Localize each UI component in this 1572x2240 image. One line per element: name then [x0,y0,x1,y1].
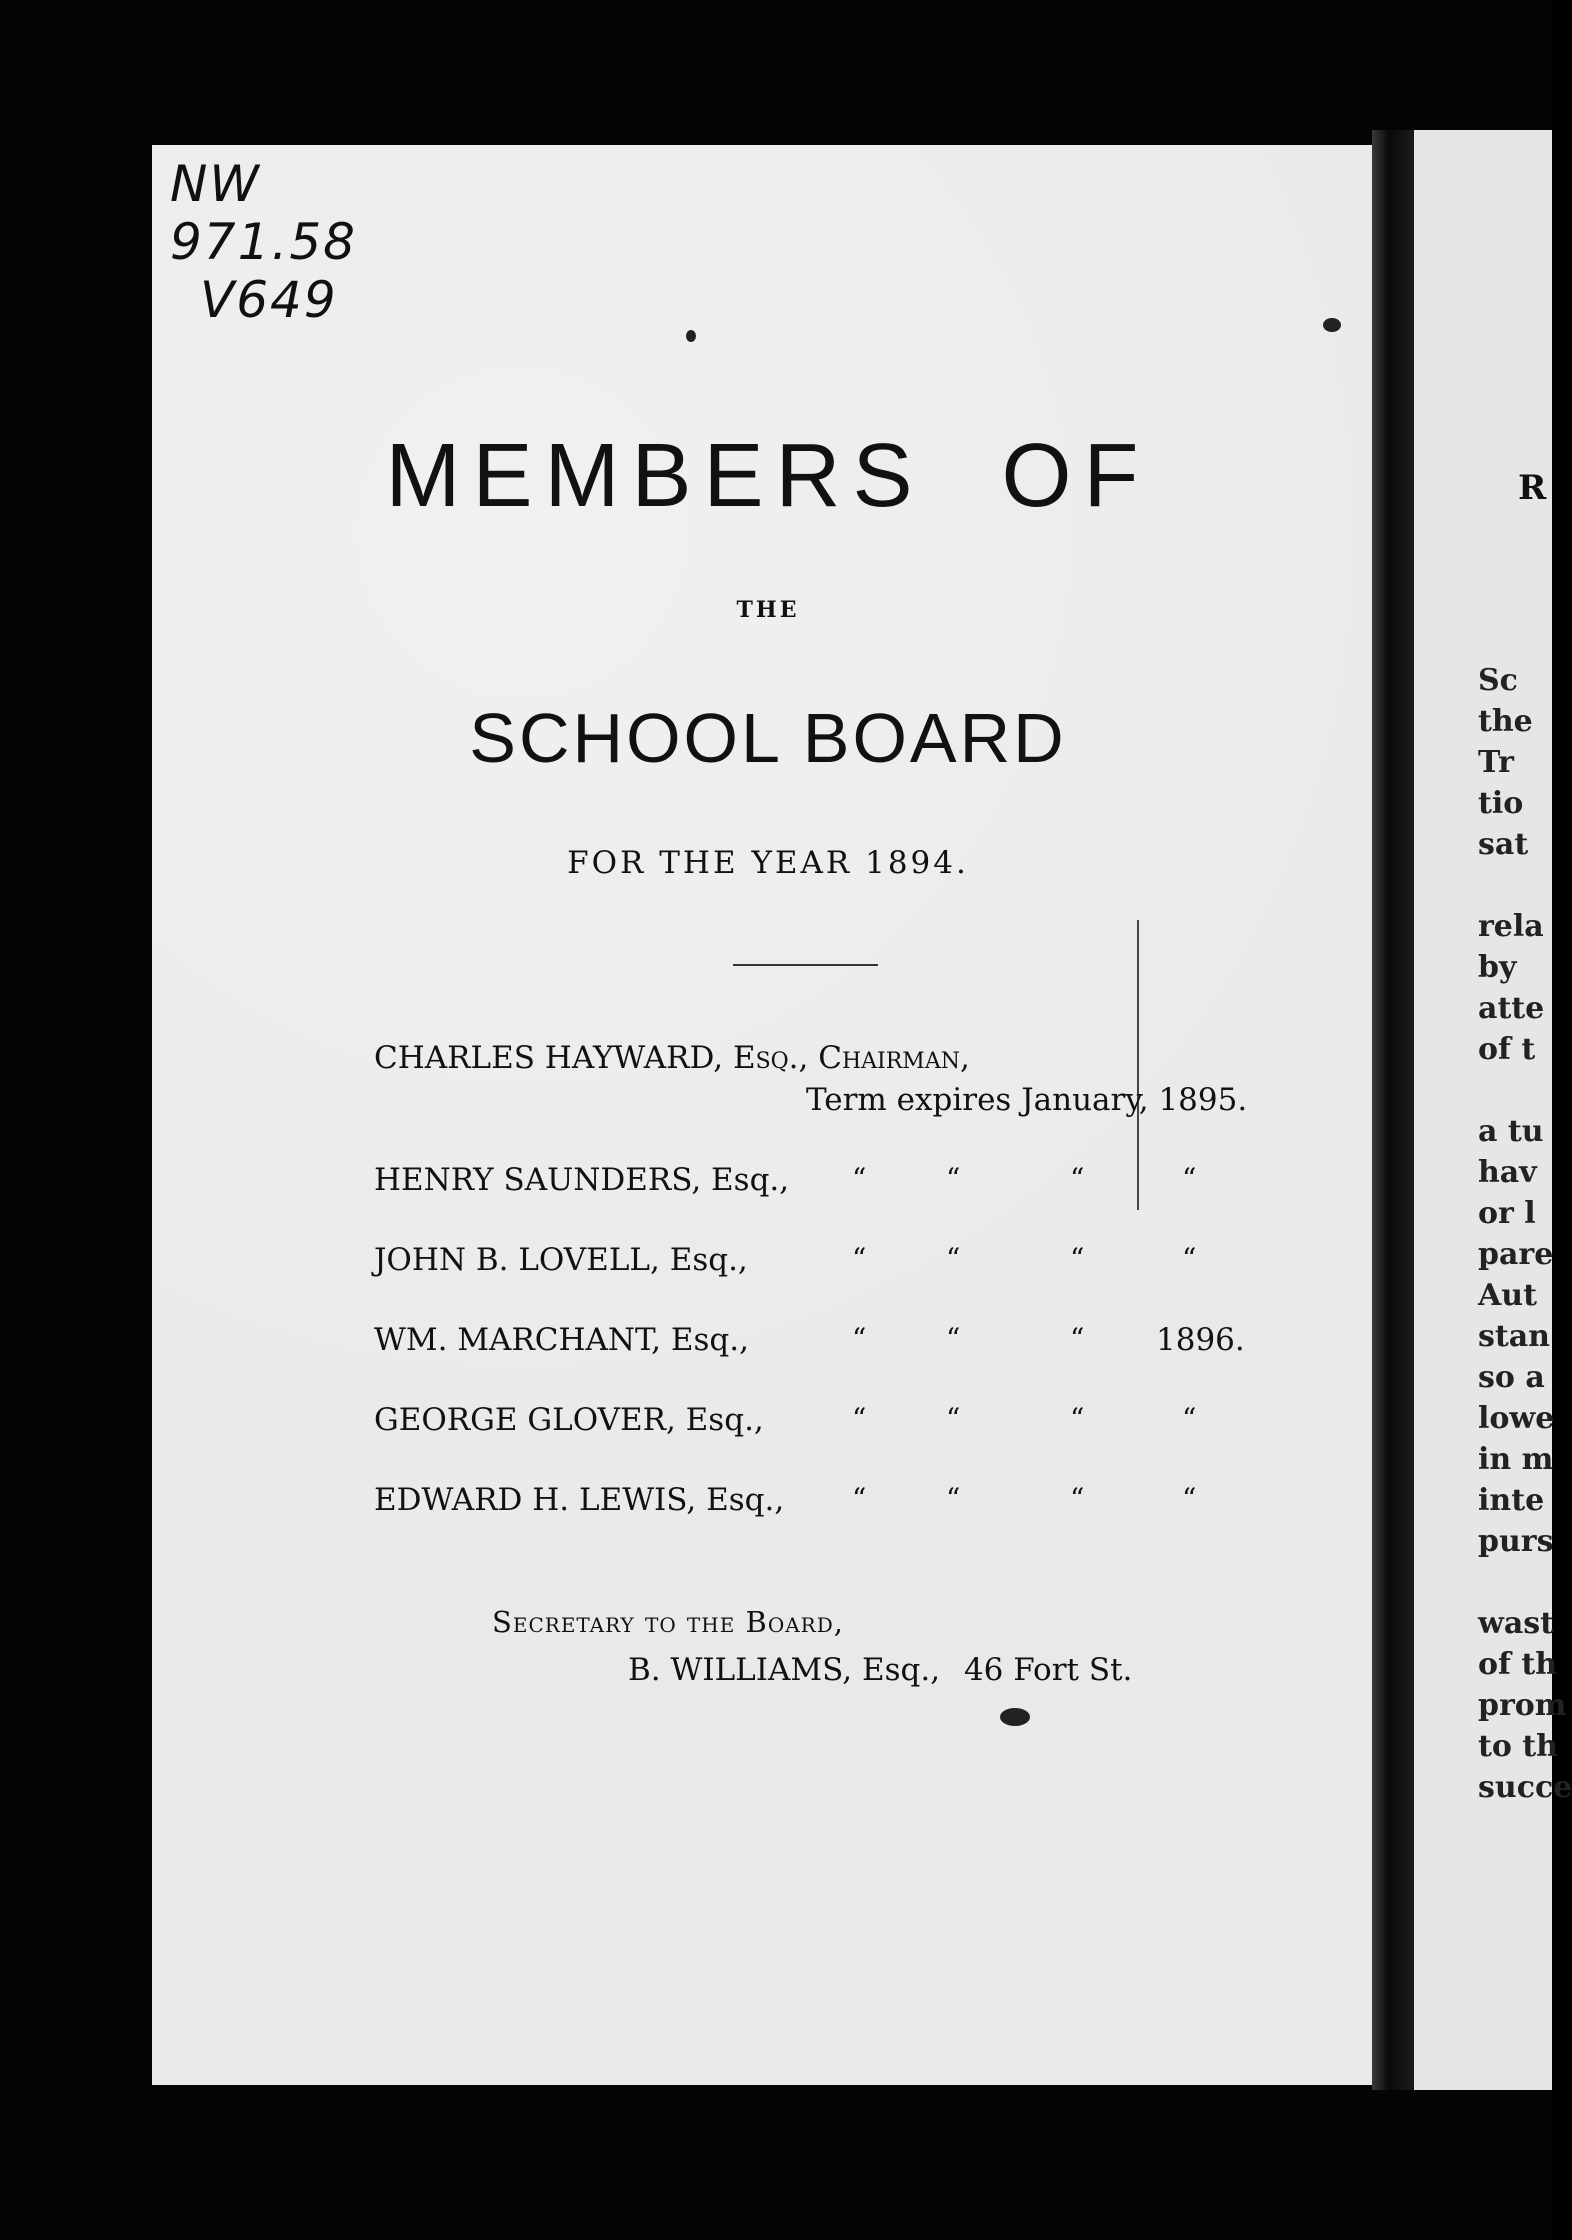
facing-line: of t [1478,1032,1536,1067]
ditto-mark: “ [852,1482,867,1515]
ditto-mark: “ [852,1322,867,1355]
facing-line: inte [1478,1483,1545,1518]
secretary-address: 46 Fort St. [963,1652,1133,1688]
facing-page-text [1478,460,1572,1808]
pencil-mark-line [1137,920,1139,1210]
facing-line: wast [1478,1606,1555,1641]
facing-line: sat [1478,827,1529,862]
facing-line: purs [1478,1524,1554,1559]
facing-line: stan [1478,1319,1550,1354]
facing-line [1478,865,1552,906]
ditto-mark: “ [852,1162,867,1195]
ditto-mark: “ [1182,1162,1197,1195]
call-number-line: NW [170,155,261,213]
facing-line: of th [1478,1647,1558,1682]
facing-line [1478,1562,1552,1603]
page-subtitle: SCHOOL BOARD [469,699,1067,777]
facing-line: Aut [1478,1278,1537,1313]
ditto-mark: “ [946,1482,961,1515]
ditto-mark: “ [946,1162,961,1195]
chairman-role: Chairman, [818,1040,970,1076]
ditto-mark: “ [1182,1482,1197,1515]
facing-line: to th [1478,1729,1558,1764]
facing-line: pare [1478,1237,1554,1272]
ditto-mark: “ [946,1242,961,1275]
term-expiry: Term expires January, 1895. [806,1082,1248,1118]
facing-line [1478,1070,1552,1111]
member-name: EDWARD H. LEWIS, Esq., [374,1482,785,1518]
member-name: GEORGE GLOVER, Esq., [374,1402,764,1438]
facing-line: prom [1478,1688,1567,1723]
facing-line: tio [1478,786,1524,821]
facing-line: hav [1478,1155,1537,1190]
divider-rule [733,964,878,966]
page-title: MEMBERS OF [385,426,1151,526]
facing-line: atte [1478,991,1545,1026]
facing-line: so a [1478,1360,1545,1395]
facing-line: the [1478,704,1533,739]
facing-line: Sc [1478,663,1518,698]
facing-page-heading: R [1518,468,1547,508]
ink-spot [1000,1708,1030,1726]
term-year: 1896. [1156,1322,1245,1358]
secretary-entry [628,1652,1132,1688]
member-name: JOHN B. LOVELL, Esq., [374,1242,748,1278]
member-name: HENRY SAUNDERS, Esq., [374,1162,790,1198]
ditto-mark: “ [946,1402,961,1435]
call-number-line: 971.58 [170,213,357,271]
facing-line: succe [1478,1770,1572,1805]
facing-line: in m [1478,1442,1554,1477]
ditto-mark: “ [1070,1482,1085,1515]
title-article: THE [736,597,800,623]
year-line: FOR THE YEAR 1894. [567,845,969,881]
secretary-label: Secretary to the Board, [492,1605,844,1639]
ditto-mark: “ [1070,1402,1085,1435]
ditto-mark: “ [1070,1322,1085,1355]
facing-line: a tu [1478,1114,1544,1149]
chairman-esq: Esq., [732,1040,809,1076]
ditto-mark: “ [946,1322,961,1355]
member-name: WM. MARCHANT, Esq., [374,1322,749,1358]
book-gutter [1372,130,1414,2090]
ditto-mark: “ [1182,1402,1197,1435]
ink-spot [686,330,696,342]
facing-line: or l [1478,1196,1536,1231]
secretary-name: B. WILLIAMS, Esq., [628,1652,941,1688]
call-number-line: V649 [200,271,338,329]
handwritten-call-number [170,155,390,329]
facing-line: rela [1478,909,1544,944]
ditto-mark: “ [1070,1162,1085,1195]
ditto-mark: “ [1070,1242,1085,1275]
chairman-name: CHARLES HAYWARD, [374,1040,724,1076]
ditto-mark: “ [1182,1242,1197,1275]
ink-spot [1323,318,1341,332]
facing-line: lowe [1478,1401,1555,1436]
chairman-entry [374,1040,970,1076]
facing-line: Tr [1478,745,1514,780]
ditto-mark: “ [852,1242,867,1275]
ditto-mark: “ [852,1402,867,1435]
facing-line: by [1478,950,1517,985]
